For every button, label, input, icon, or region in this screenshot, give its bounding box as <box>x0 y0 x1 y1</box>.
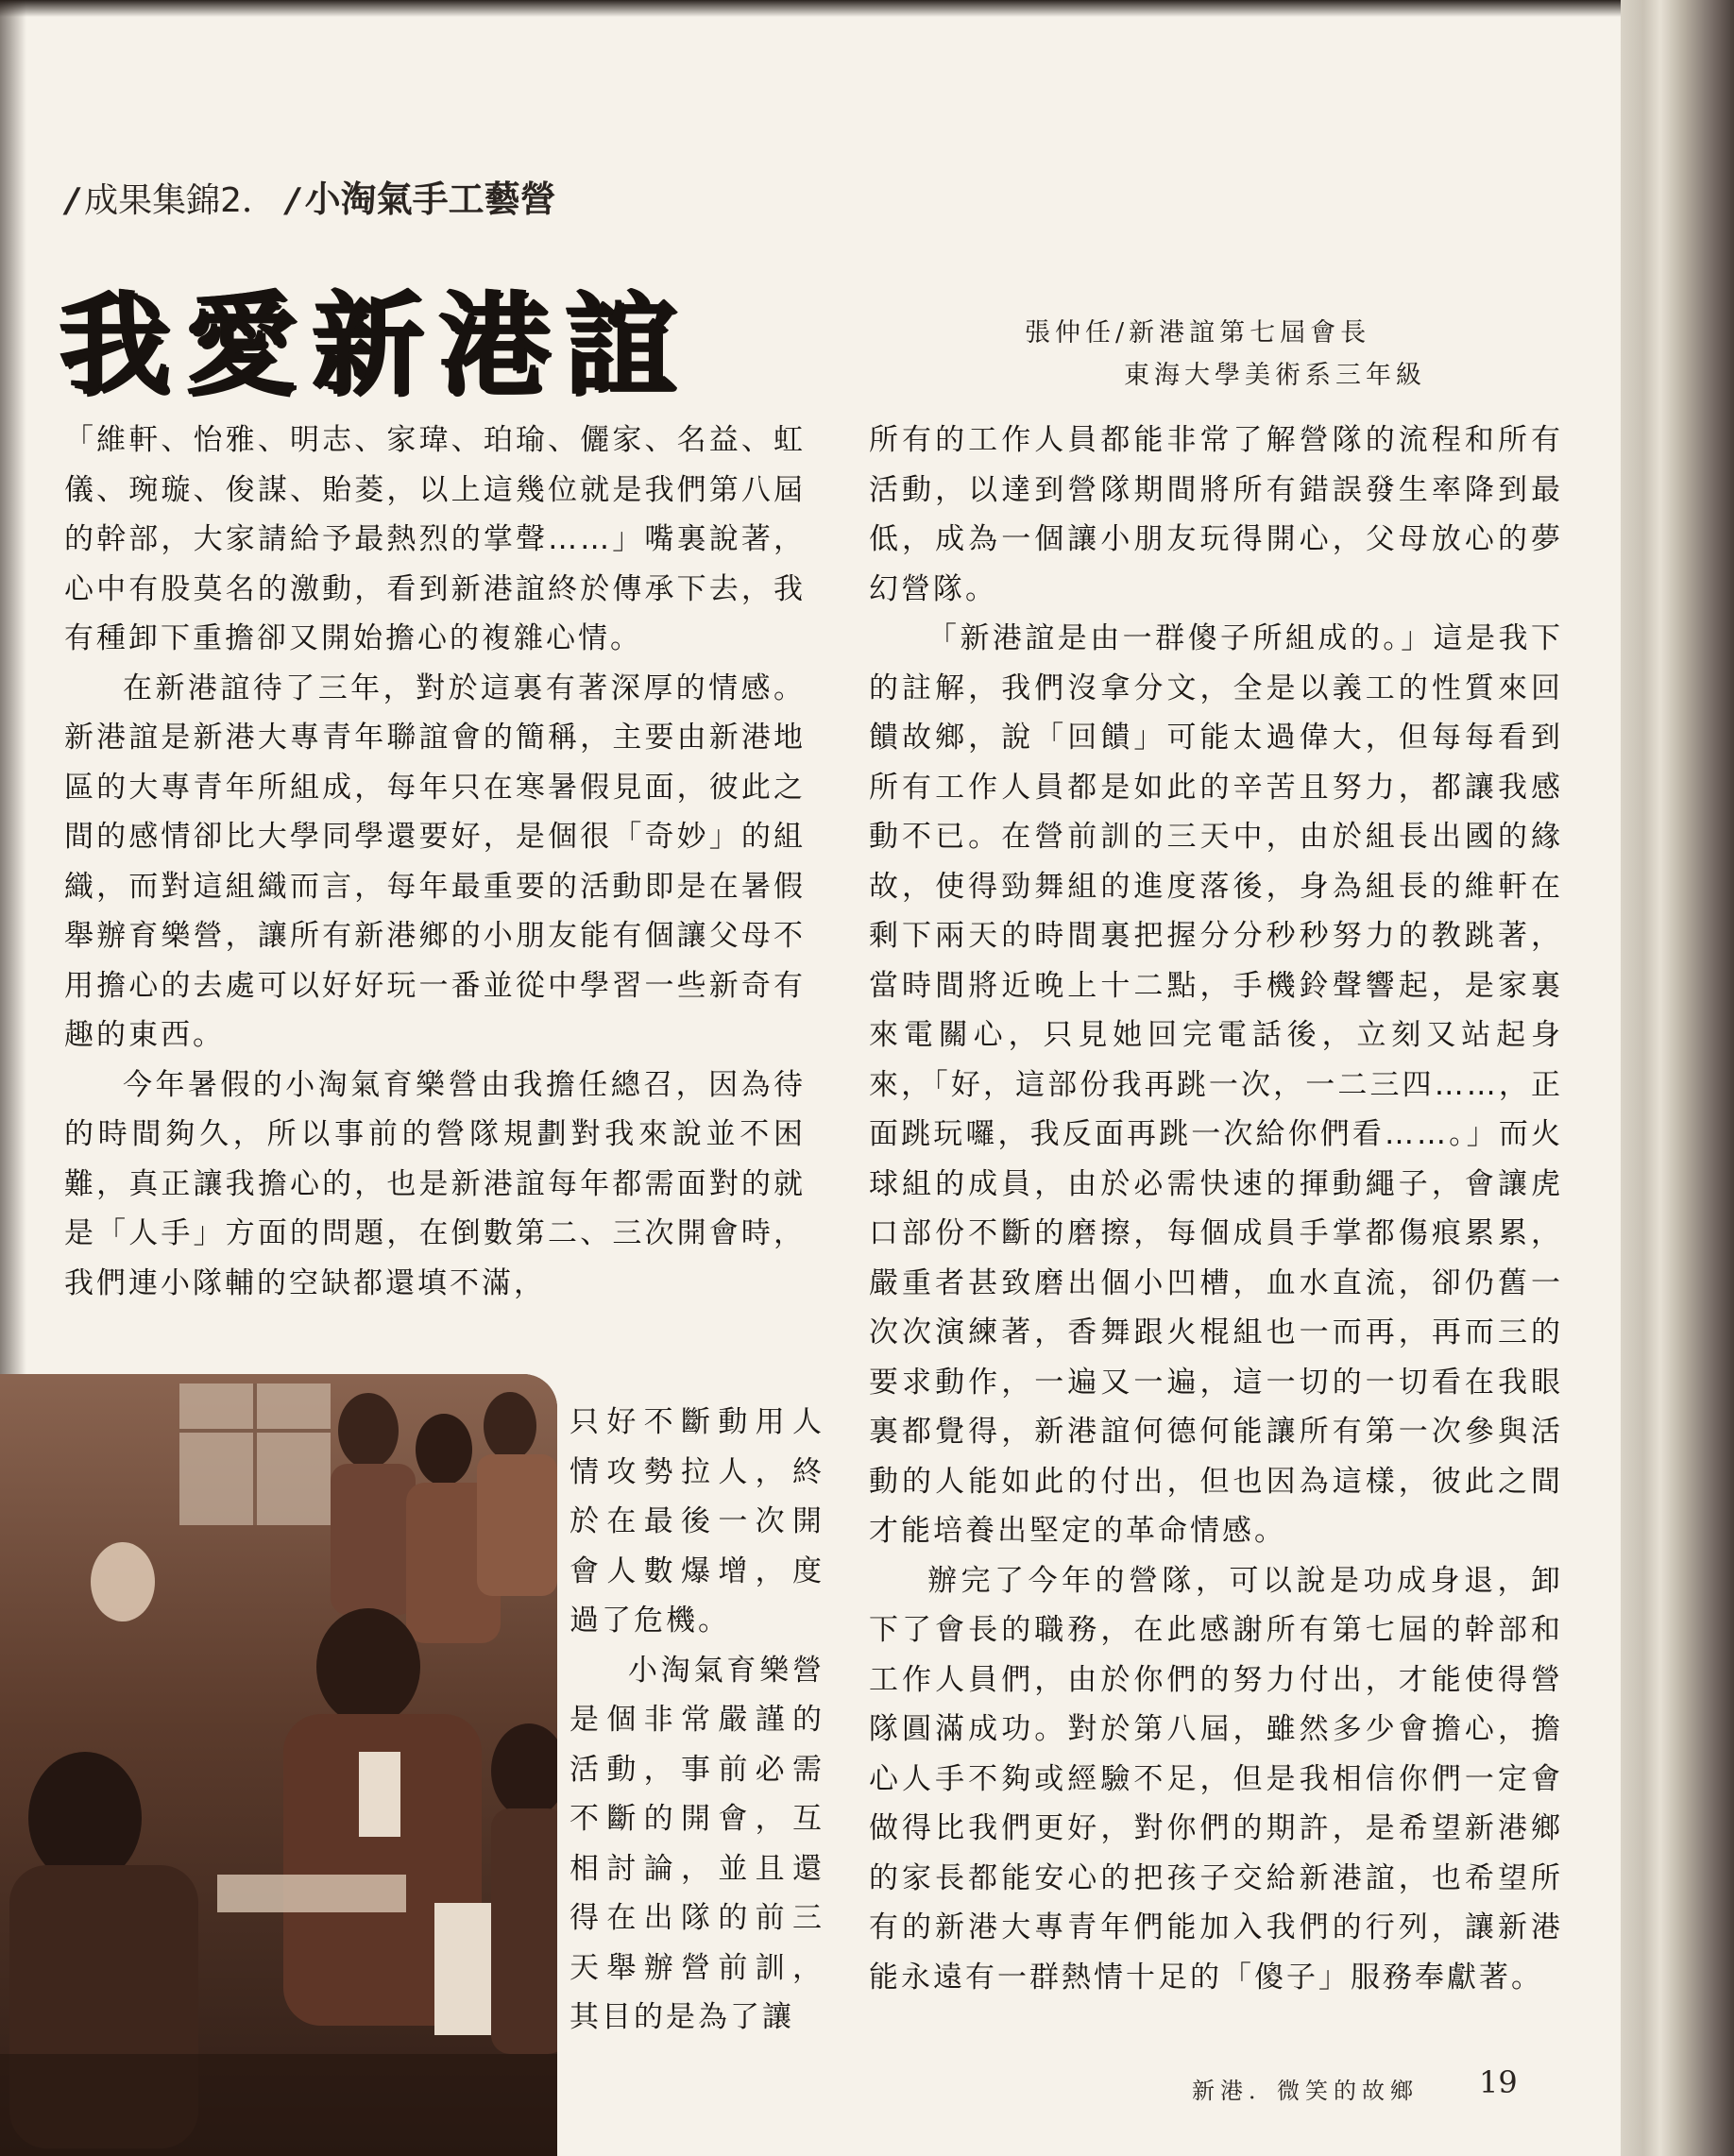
article-column-left <box>64 416 806 1308</box>
paragraph: 所有的工作人員都能非常了解營隊的流程和所有活動，以達到營隊期間將所有錯誤發生率降到最低，成為一個讓小朋友玩得開心，父母放心的夢幻營隊。 <box>869 423 1563 606</box>
author-name-line: 張仲任/新港誼第七屆會長 <box>1025 318 1371 348</box>
series-heading <box>66 170 556 227</box>
series-slash: / <box>286 181 299 220</box>
paragraph: 小淘氣育樂營是個非常嚴謹的活動，事前必需不斷的開會，互相討論，並且還得在出隊的前三天舉辦營前訓，其目的是為了讓 <box>570 1653 824 2034</box>
series-label: 成果集錦2． <box>84 181 277 220</box>
author-affiliation-line: 東海大學美術系三年級 <box>1124 361 1426 390</box>
publication-name: 新港．微笑的故鄉 <box>1192 2078 1419 2104</box>
camp-name: 小淘氣手工藝營 <box>304 178 556 220</box>
camp-photo-image <box>0 1374 557 2156</box>
article-title: 我愛新港誼 <box>59 280 692 410</box>
paragraph: 今年暑假的小淘氣育樂營由我擔任總召，因為待的時間夠久，所以事前的營隊規劃對我來說並不困難，真正讓我擔心的，也是新港誼每年都需面對的就是「人手」方面的問題，在倒數第二、三次開會時，我們連小隊輔的空缺都還填不滿， <box>64 1067 806 1300</box>
series-slash: / <box>66 181 79 220</box>
page-top-shadow <box>0 0 1621 17</box>
paragraph: 「維軒、怡雅、明志、家瑋、珀瑜、儷家、名益、虹儀、琬璇、俊謀、貽菱，以上這幾位就是我們第八屆的幹部，大家請給予最熱烈的掌聲……」嘴裏說著，心中有股莫名的激動，看到新港誼終於傳承下去，我有種卸下重擔卻又開始擔心的複雜心情。 <box>64 423 806 655</box>
paragraph: 在新港誼待了三年，對於這裏有著深厚的情感。新港誼是新港大專青年聯誼會的簡稱，主要由新港地區的大專青年所組成，每年只在寒暑假見面，彼此之間的感情卻比大學同學還要好，是個很「奇妙」的組織，而對這組織而言，每年最重要的活動即是在暑假舉辦育樂營，讓所有新港鄉的小朋友能有個讓父母不用擔心的去處可以好好玩一番並從中學習一些新奇有趣的東西。 <box>64 671 806 1052</box>
article-column-wrap <box>570 1398 824 2043</box>
page-number: 19 <box>1479 2064 1518 2100</box>
paragraph: 辦完了今年的營隊，可以說是功成身退，卸下了會長的職務，在此感謝所有第七屆的幹部和工作人員們，由於你們的努力付出，才能使得營隊圓滿成功。對於第八屆，雖然多少會擔心，擔心人手不夠或經驗不足，但是我相信你們一定會做得比我們更好，對你們的期許，是希望新港鄉的家長都能安心的把孩子交給新港誼，也希望所有的新港大專青年們能加入我們的行列，讓新港能永遠有一群熱情十足的「傻子」服務奉獻著。 <box>869 1563 1563 1995</box>
paragraph: 只好不斷動用人情攻勢拉人，終於在最後一次開會人數爆增，度過了危機。 <box>570 1405 824 1638</box>
paragraph: 「新港誼是由一群傻子所組成的。」這是我下的註解，我們沒拿分文，全是以義工的性質來回饋故鄉，說「回饋」可能太過偉大，但每每看到所有工作人員都是如此的辛苦且努力，都讓我感動不已。在營前訓的三天中，由於組長出國的緣故，使得勁舞組的進度落後，身為組長的維軒在剩下兩天的時間裏把握分分秒秒努力的教跳著，當時間將近晚上十二點，手機鈴聲響起，是家裏來電關心，只見她回完電話後，立刻又站起身來，「好，這部份我再跳一次，一二三四……，正面跳玩囉，我反面再跳一次給你們看……。」而火球組的成員，由於必需快速的揮動繩子，會讓虎口部份不斷的磨擦，每個成員手掌都傷痕累累，嚴重者甚致磨出個小凹槽，血水直流，卻仍舊一次次演練著，香舞跟火棍組也一而再，再而三的要求動作，一遍又一遍，這一切的一切看在我眼裏都覺得，新港誼何德何能讓所有第一次參與活動的人能如此的付出，但也因為這樣，彼此之間才能培養出堅定的革命情感。 <box>869 621 1563 1548</box>
article-column-right <box>869 416 1563 2002</box>
camp-photo <box>0 1374 557 2156</box>
page-stack-edge <box>1621 0 1734 2156</box>
